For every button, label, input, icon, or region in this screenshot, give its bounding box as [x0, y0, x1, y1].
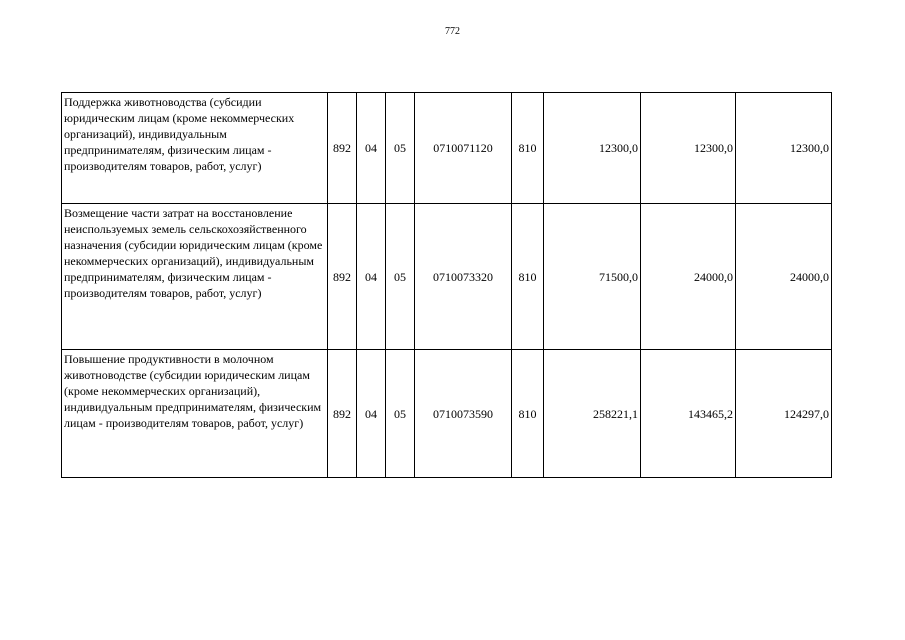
subsection-code: 05 — [386, 204, 415, 350]
sum-1: 71500,0 — [544, 204, 641, 350]
sum-1: 258221,1 — [544, 350, 641, 478]
target-code: 0710071120 — [415, 93, 512, 204]
sum-3: 24000,0 — [736, 204, 832, 350]
target-code: 0710073320 — [415, 204, 512, 350]
page-number: 772 — [445, 26, 460, 37]
sum-2: 24000,0 — [641, 204, 736, 350]
expense-type-code: 810 — [512, 93, 544, 204]
sum-2: 143465,2 — [641, 350, 736, 478]
sum-1: 12300,0 — [544, 93, 641, 204]
section-code: 04 — [357, 93, 386, 204]
table-row — [62, 204, 832, 350]
sum-3: 12300,0 — [736, 93, 832, 204]
ministry-code: 892 — [328, 204, 357, 350]
sum-2: 12300,0 — [641, 93, 736, 204]
target-code: 0710073590 — [415, 350, 512, 478]
row-description: Повышение продуктивности в молочном животноводстве (субсидии юридическим лицам (кроме некоммерческих организаций), индивидуальным предпринимателям, физическим лицам - производителям товаров, работ, услуг) — [62, 350, 328, 478]
table-row — [62, 350, 832, 478]
expense-type-code: 810 — [512, 350, 544, 478]
row-description: Возмещение части затрат на восстановление неиспользуемых земель сельскохозяйственного назначения (субсидии юридическим лицам (кроме некоммерческих организаций), индивидуальным предпринимателям, физическим лицам - производителям товаров, работ, услуг) — [62, 204, 328, 350]
table-row — [62, 93, 832, 204]
subsection-code: 05 — [386, 350, 415, 478]
row-description: Поддержка животноводства (субсидии юридическим лицам (кроме некоммерческих организаций), индивидуальным предпринимателям, физическим лицам - производителям товаров, работ, услуг) — [62, 93, 328, 204]
ministry-code: 892 — [328, 350, 357, 478]
subsection-code: 05 — [386, 93, 415, 204]
budget-table — [61, 92, 832, 478]
sum-3: 124297,0 — [736, 350, 832, 478]
ministry-code: 892 — [328, 93, 357, 204]
section-code: 04 — [357, 204, 386, 350]
expense-type-code: 810 — [512, 204, 544, 350]
section-code: 04 — [357, 350, 386, 478]
